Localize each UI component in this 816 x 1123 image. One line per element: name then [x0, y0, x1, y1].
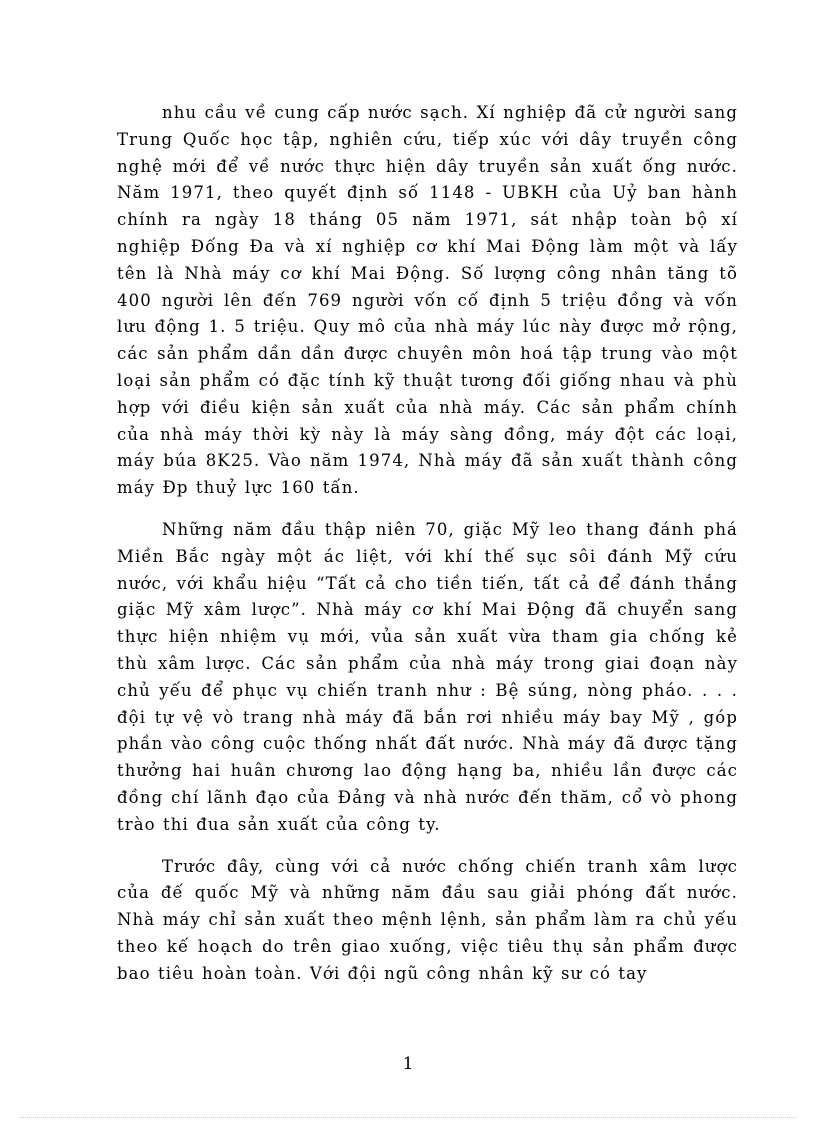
- bottom-divider: [20, 1117, 796, 1118]
- paragraph-1: nhu cầu về cung cấp nước sạch. Xí nghiệp đã cử người sang Trung Quốc học tập, nghiên cứu, tiếp xúc với dây truyền công nghệ mới để về nước thực hiện dây truyền sản xuất ống nước. Năm 1971, theo quyết định số 1148 - UBKH của Uỷ ban hành chính ra ngày 18 tháng 05 năm 1971, sát nhập toàn bộ xí nghiệp Đống Đa và xí nghiệp cơ khí Mai Động làm một và lấy tên là Nhà máy cơ khí Mai Động. Số lượng công nhân tăng tõ 400 người lên đến 769 người vốn cố định 5 triệu đồng và vốn lưu động 1. 5 triệu. Quy mô của nhà máy lúc này được mở rộng, các sản phẩm dần dần được chuyên môn hoá tập trung vào một loại sản phẩm có đặc tính kỹ thuật tương đối giống nhau và phù hợp với điều kiện sản xuất của nhà máy. Các sản phẩm chính của nhà máy thời kỳ này là máy sàng đồng, máy đột các loại, máy búa 8K25. Vào năm 1974, Nhà máy đã sản xuất thành công máy Đp thuỷ lực 160 tấn.: [117, 103, 738, 498]
- body-text: [117, 100, 738, 1003]
- page-number: 1: [402, 1054, 414, 1074]
- paragraph-2: Những năm đầu thập niên 70, giặc Mỹ leo thang đánh phá Miền Bắc ngày một ác liệt, với khí thế sục sôi đánh Mỹ cứu nước, với khẩu hiệu “Tất cả cho tiền tiến, tất cả để đánh thắng giặc Mỹ xâm lược”. Nhà máy cơ khí Mai Động đã chuyển sang thực hiện nhiệm vụ mới, vủa sản xuất vừa tham gia chống kẻ thù xâm lược. Các sản phẩm của nhà máy trong giai đoạn này chủ yếu để phục vụ chiến tranh như : Bệ súng, nòng pháo. . . . đội tự vệ vò trang nhà máy đã bắn rơi nhiều máy bay Mỹ , góp phần vào công cuộc thống nhất đất nước. Nhà máy đã được tặng thưởng hai huân chương lao động hạng ba, nhiều lần được các đồng chí lãnh đạo của Đảng và nhà nước đến thăm, cổ vò phong trào thi đua sản xuất của công ty.: [117, 519, 738, 834]
- paragraph-3: Trước đây, cùng với cả nước chống chiến tranh xâm lược của đế quốc Mỹ và những năm đầu sau giải phóng đất nước. Nhà máy chỉ sản xuất theo mệnh lệnh, sản phẩm làm ra chủ yếu theo kế hoạch do trên giao xuống, việc tiêu thụ sản phẩm được bao tiêu hoàn toàn. Với đội ngũ công nhân kỹ sư có tay: [117, 856, 738, 983]
